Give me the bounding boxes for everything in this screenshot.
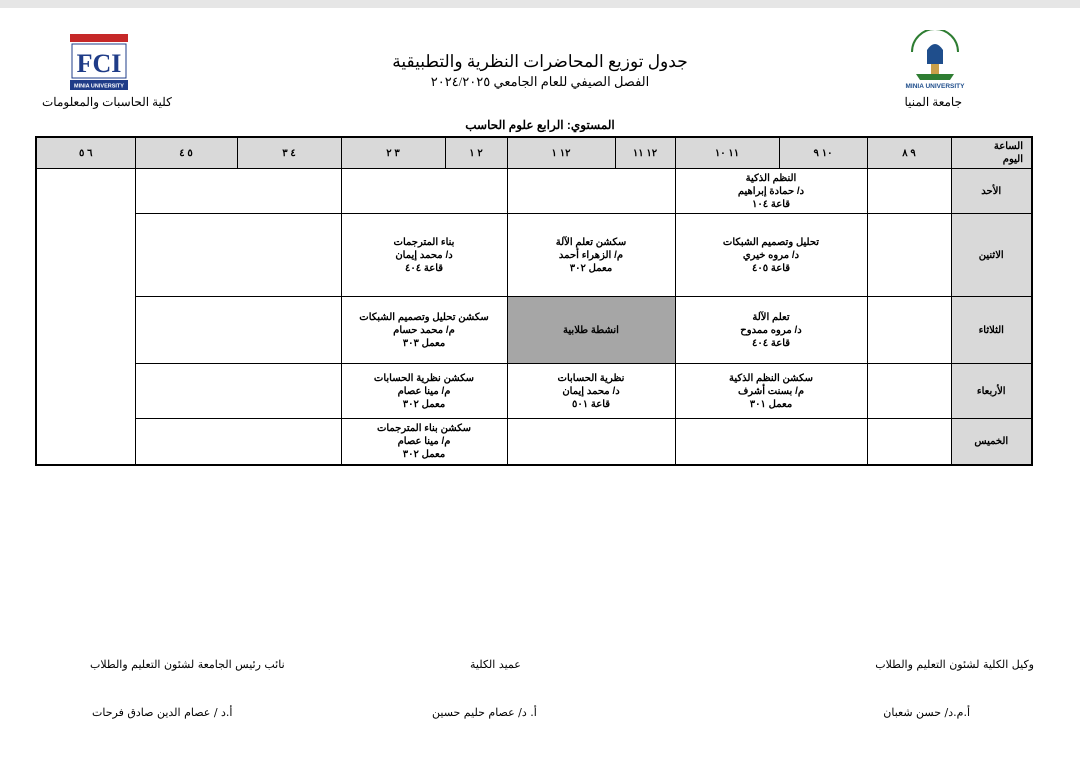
time-header: ١٢ ١١ (615, 137, 675, 169)
course-room: معمل ٣٠٢ (402, 448, 446, 460)
time-header: ١١ ١٠ (675, 137, 779, 169)
day-cell: الثلاثاء (951, 297, 1032, 364)
table-row (36, 297, 1032, 364)
course-room: قاعة ٥٠١ (571, 398, 611, 410)
top-bar (0, 0, 1080, 8)
course-title: تحليل وتصميم الشبكات (722, 236, 820, 248)
course-title: سكشن تحليل وتصميم الشبكات (359, 311, 489, 323)
empty-slot (135, 214, 341, 297)
student-activities-cell (507, 297, 675, 364)
schedule-table (35, 136, 1033, 466)
course-instructor: م/ محمد حسام (393, 324, 455, 336)
page-title: جدول توزيع المحاضرات النظرية والتطبيقية (392, 52, 688, 71)
course-title: سكشن بناء المترجمات (376, 422, 472, 434)
course-cell (341, 419, 507, 465)
empty-slot (867, 364, 951, 419)
course-instructor: م/ الزهراء أحمد (558, 249, 624, 261)
time-header: ٣ ٢ (341, 137, 445, 169)
course-room: معمل ٣٠١ (749, 398, 793, 410)
empty-slot (135, 419, 341, 465)
time-header: ٢ ١ (445, 137, 507, 169)
minia-university-logo (900, 30, 970, 94)
day-cell: الاثنين (951, 214, 1032, 297)
course-room: معمل ٣٠٣ (402, 337, 446, 349)
time-header: ٩ ٨ (867, 137, 951, 169)
time-header: ٤ ٣ (237, 137, 341, 169)
table-row (36, 214, 1032, 297)
course-title: سكشن تعلم الآلة (555, 236, 627, 248)
empty-slot (135, 169, 341, 214)
course-title: تعلم الآلة (752, 311, 790, 323)
activity-label: انشطة طلابية (563, 324, 619, 336)
empty-slot (867, 419, 951, 465)
table-row (36, 169, 1032, 214)
course-cell (507, 214, 675, 297)
page-subtitle: الفصل الصيفي للعام الجامعي ٢٠٢٤/٢٠٢٥ (430, 74, 650, 89)
time-header: ٥ ٤ (135, 137, 237, 169)
course-instructor: د/ محمد إيمان (395, 249, 453, 261)
university-name: جامعة المنيا (904, 95, 962, 109)
empty-slot (867, 297, 951, 364)
course-instructor: د/ محمد إيمان (562, 385, 620, 397)
course-cell (341, 214, 507, 297)
fci-logo (70, 34, 128, 90)
svg-text:FCI: FCI (76, 49, 122, 78)
course-instructor: د/ مروه خيري (742, 249, 800, 261)
day-cell: الأربعاء (951, 364, 1032, 419)
svg-text:MINIA UNIVERSITY: MINIA UNIVERSITY (74, 83, 124, 90)
empty-slot (507, 419, 675, 465)
course-cell (507, 364, 675, 419)
course-cell (341, 364, 507, 419)
course-cell (341, 297, 507, 364)
dean-title: عميد الكلية (470, 658, 521, 671)
course-room: معمل ٣٠٢ (569, 262, 613, 274)
course-instructor: د/ حمادة إبراهيم (737, 185, 805, 197)
empty-slot (341, 169, 507, 214)
day-cell: الأحد (951, 169, 1032, 214)
course-instructor: د/ مروه ممدوح (740, 324, 802, 336)
svg-text:MINIA UNIVERSITY: MINIA UNIVERSITY (905, 83, 965, 90)
corner-cell (951, 137, 1032, 169)
faculty-name: كلية الحاسبات والمعلومات (42, 95, 172, 109)
course-cell (675, 297, 867, 364)
course-title: سكشن نظرية الحسابات (373, 372, 475, 384)
time-header: ١٢ ١ (507, 137, 615, 169)
course-instructor: م/ مينا عصام (397, 385, 451, 397)
course-room: قاعة ١٠٤ (751, 198, 791, 210)
course-room: قاعة ٤٠٥ (751, 262, 791, 274)
course-room: قاعة ٤٠٤ (404, 262, 444, 274)
vice-dean-name: أ.م.د/ حسن شعبان (883, 706, 970, 719)
empty-slot (867, 214, 951, 297)
course-title: النظم الذكية (745, 172, 797, 184)
empty-slot (507, 169, 675, 214)
vice-president-name: أ.د / عصام الدين صادق فرحات (92, 706, 233, 719)
empty-slot (135, 297, 341, 364)
table-row (36, 364, 1032, 419)
vice-president-title: نائب رئيس الجامعة لشئون التعليم والطلاب (90, 658, 285, 671)
level-heading: المستوي: الرابع علوم الحاسب (465, 118, 615, 132)
day-label: اليوم (1002, 154, 1023, 165)
course-room: معمل ٣٠٢ (402, 398, 446, 410)
course-instructor: م/ بسنت أشرف (737, 385, 805, 397)
course-title: سكشن النظم الذكية (729, 372, 813, 384)
time-header: ٦ ٥ (36, 137, 135, 169)
empty-slot (675, 419, 867, 465)
course-title: نظرية الحسابات (557, 372, 625, 384)
hour-label: الساعة (993, 141, 1023, 152)
empty-slot (135, 364, 341, 419)
header-row (36, 137, 1032, 169)
course-cell (675, 214, 867, 297)
course-room: قاعة ٤٠٤ (751, 337, 791, 349)
vice-dean-title: وكيل الكلية لشئون التعليم والطلاب (875, 658, 1034, 671)
course-instructor: م/ مينا عصام (397, 435, 451, 447)
course-cell (675, 169, 867, 214)
course-title: بناء المترجمات (393, 236, 455, 248)
table-row (36, 419, 1032, 465)
time-header: ١٠ ٩ (779, 137, 867, 169)
day-cell: الخميس (951, 419, 1032, 465)
dean-name: أ. د/ عصام حليم حسين (432, 706, 537, 719)
course-cell (675, 364, 867, 419)
empty-slot (867, 169, 951, 214)
